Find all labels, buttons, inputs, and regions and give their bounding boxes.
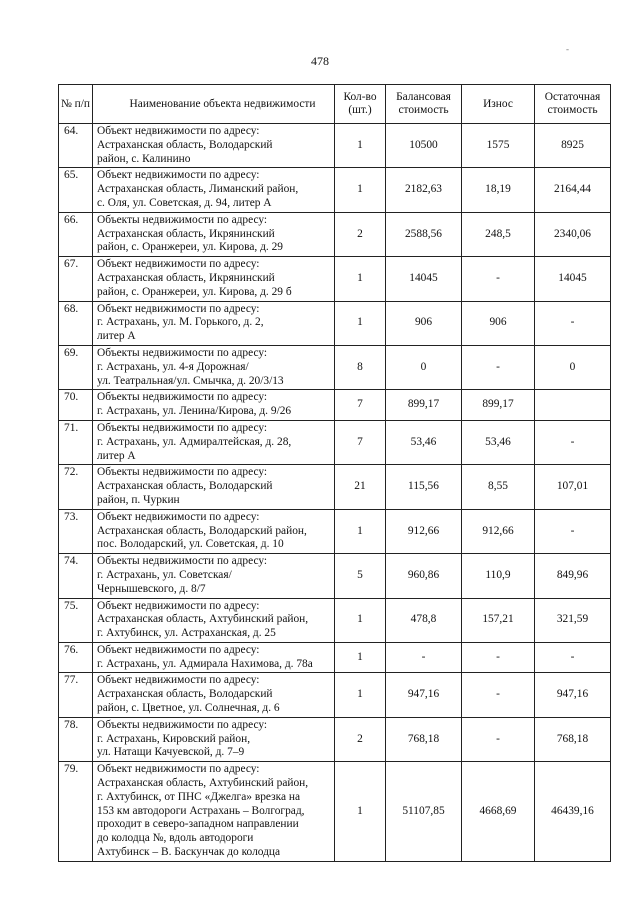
wear-value: 912,66 bbox=[462, 509, 535, 553]
balance-value: 899,17 bbox=[386, 390, 462, 421]
table-row bbox=[59, 345, 611, 389]
wear-value: 157,21 bbox=[462, 598, 535, 642]
quantity: 1 bbox=[335, 124, 386, 168]
property-table bbox=[58, 84, 611, 862]
balance-value: 0 bbox=[386, 345, 462, 389]
object-name: Объекты недвижимости по адресу: г. Астрахань, ул. Советская/ Чернышевского, д. 8/7 bbox=[93, 554, 335, 598]
balance-value: 51107,85 bbox=[386, 762, 462, 862]
wear-value: 1575 bbox=[462, 124, 535, 168]
quantity: 2 bbox=[335, 212, 386, 256]
residual-value: 947,16 bbox=[535, 673, 611, 717]
quantity: 8 bbox=[335, 345, 386, 389]
header-name: Наименование объекта недвижимости bbox=[93, 85, 335, 124]
quantity: 21 bbox=[335, 465, 386, 509]
table-row bbox=[59, 717, 611, 761]
row-number: 68. bbox=[59, 301, 93, 345]
quantity: 1 bbox=[335, 168, 386, 212]
row-number: 76. bbox=[59, 642, 93, 673]
table-row bbox=[59, 212, 611, 256]
wear-value: - bbox=[462, 642, 535, 673]
residual-value: 14045 bbox=[535, 257, 611, 301]
object-name: Объект недвижимости по адресу: г. Астрахань, ул. М. Горького, д. 2, литер А bbox=[93, 301, 335, 345]
table-row bbox=[59, 642, 611, 673]
balance-value: 768,18 bbox=[386, 717, 462, 761]
table-row bbox=[59, 554, 611, 598]
object-name: Объект недвижимости по адресу: г. Астрахань, ул. Адмирала Нахимова, д. 78а bbox=[93, 642, 335, 673]
table-row bbox=[59, 509, 611, 553]
residual-value: 2164,44 bbox=[535, 168, 611, 212]
corner-mark: - bbox=[566, 44, 569, 54]
row-number: 65. bbox=[59, 168, 93, 212]
quantity: 1 bbox=[335, 673, 386, 717]
balance-value: 912,66 bbox=[386, 509, 462, 553]
table-row bbox=[59, 762, 611, 862]
wear-value: 8,55 bbox=[462, 465, 535, 509]
object-name: Объекты недвижимости по адресу: Астраханская область, Володарский район, п. Чуркин bbox=[93, 465, 335, 509]
wear-value: - bbox=[462, 717, 535, 761]
row-number: 70. bbox=[59, 390, 93, 421]
table-row bbox=[59, 465, 611, 509]
wear-value: - bbox=[462, 673, 535, 717]
quantity: 1 bbox=[335, 257, 386, 301]
residual-value: 8925 bbox=[535, 124, 611, 168]
residual-value: - bbox=[535, 420, 611, 464]
page-number: 478 bbox=[311, 54, 329, 68]
balance-value: 53,46 bbox=[386, 420, 462, 464]
object-name: Объекты недвижимости по адресу: Астраханская область, Икрянинский район, с. Оранжереи, ул. Кирова, д. 29 bbox=[93, 212, 335, 256]
table-row bbox=[59, 301, 611, 345]
header-num: № п/п bbox=[59, 85, 93, 124]
row-number: 73. bbox=[59, 509, 93, 553]
quantity: 5 bbox=[335, 554, 386, 598]
quantity: 1 bbox=[335, 509, 386, 553]
wear-value: 4668,69 bbox=[462, 762, 535, 862]
quantity: 7 bbox=[335, 390, 386, 421]
residual-value bbox=[535, 390, 611, 421]
balance-value: 906 bbox=[386, 301, 462, 345]
wear-value: 906 bbox=[462, 301, 535, 345]
row-number: 74. bbox=[59, 554, 93, 598]
residual-value: 2340,06 bbox=[535, 212, 611, 256]
header-qty: Кол-во (шт.) bbox=[335, 85, 386, 124]
object-name: Объект недвижимости по адресу: Астраханская область, Володарский район, с. Калинино bbox=[93, 124, 335, 168]
object-name: Объект недвижимости по адресу: Астраханская область, Володарский район, пос. Володарский, ул. Советская, д. 10 bbox=[93, 509, 335, 553]
residual-value: 321,59 bbox=[535, 598, 611, 642]
object-name: Объекты недвижимости по адресу: г. Астрахань, ул. 4-я Дорожная/ ул. Театральная/ул. Смычка, д. 20/3/13 bbox=[93, 345, 335, 389]
balance-value: 115,56 bbox=[386, 465, 462, 509]
row-number: 77. bbox=[59, 673, 93, 717]
object-name: Объект недвижимости по адресу: Астраханская область, Ахтубинский район, г. Ахтубинск, ул. Астраханская, д. 25 bbox=[93, 598, 335, 642]
wear-value: 18,19 bbox=[462, 168, 535, 212]
balance-value: - bbox=[386, 642, 462, 673]
residual-value: 46439,16 bbox=[535, 762, 611, 862]
row-number: 79. bbox=[59, 762, 93, 862]
wear-value: - bbox=[462, 257, 535, 301]
row-number: 72. bbox=[59, 465, 93, 509]
table-row bbox=[59, 168, 611, 212]
header-balance: Балансовая стоимость bbox=[386, 85, 462, 124]
row-number: 78. bbox=[59, 717, 93, 761]
table-row bbox=[59, 257, 611, 301]
quantity: 2 bbox=[335, 717, 386, 761]
table-row bbox=[59, 598, 611, 642]
table-row bbox=[59, 673, 611, 717]
residual-value: 849,96 bbox=[535, 554, 611, 598]
residual-value: - bbox=[535, 642, 611, 673]
object-name: Объект недвижимости по адресу: Астраханская область, Ахтубинский район, г. Ахтубинск, от ПНС «Джелга» врезка на 153 км автодороги Астрахань – Волгоград, проходит в северо-западном направлении до колодца №, вдоль автодороги Ахтубинск – В. Баскунчак до колодца bbox=[93, 762, 335, 862]
row-number: 75. bbox=[59, 598, 93, 642]
quantity: 1 bbox=[335, 598, 386, 642]
table-row bbox=[59, 420, 611, 464]
object-name: Объект недвижимости по адресу: Астраханская область, Володарский район, с. Цветное, ул. Солнечная, д. 6 bbox=[93, 673, 335, 717]
quantity: 7 bbox=[335, 420, 386, 464]
residual-value: - bbox=[535, 509, 611, 553]
wear-value: - bbox=[462, 345, 535, 389]
header-residual: Остаточная стоимость bbox=[535, 85, 611, 124]
object-name: Объект недвижимости по адресу: Астраханская область, Лиманский район, с. Оля, ул. Советская, д. 94, литер А bbox=[93, 168, 335, 212]
row-number: 69. bbox=[59, 345, 93, 389]
balance-value: 960,86 bbox=[386, 554, 462, 598]
balance-value: 947,16 bbox=[386, 673, 462, 717]
table-row bbox=[59, 124, 611, 168]
wear-value: 110,9 bbox=[462, 554, 535, 598]
header-wear: Износ bbox=[462, 85, 535, 124]
object-name: Объекты недвижимости по адресу: г. Астрахань, ул. Ленина/Кирова, д. 9/26 bbox=[93, 390, 335, 421]
wear-value: 248,5 bbox=[462, 212, 535, 256]
quantity: 1 bbox=[335, 642, 386, 673]
residual-value: 0 bbox=[535, 345, 611, 389]
balance-value: 14045 bbox=[386, 257, 462, 301]
wear-value: 899,17 bbox=[462, 390, 535, 421]
table-row bbox=[59, 390, 611, 421]
object-name: Объекты недвижимости по адресу: г. Астрахань, ул. Адмиралтейская, д. 28, литер А bbox=[93, 420, 335, 464]
object-name: Объекты недвижимости по адресу: г. Астрахань, Кировский район, ул. Натащи Качуевской, д. 7–9 bbox=[93, 717, 335, 761]
residual-value: 107,01 bbox=[535, 465, 611, 509]
residual-value: 768,18 bbox=[535, 717, 611, 761]
quantity: 1 bbox=[335, 762, 386, 862]
table-header-row bbox=[59, 85, 611, 124]
balance-value: 10500 bbox=[386, 124, 462, 168]
object-name: Объект недвижимости по адресу: Астраханская область, Икрянинский район, с. Оранжереи, ул. Кирова, д. 29 б bbox=[93, 257, 335, 301]
balance-value: 478,8 bbox=[386, 598, 462, 642]
balance-value: 2588,56 bbox=[386, 212, 462, 256]
residual-value: - bbox=[535, 301, 611, 345]
row-number: 66. bbox=[59, 212, 93, 256]
balance-value: 2182,63 bbox=[386, 168, 462, 212]
row-number: 67. bbox=[59, 257, 93, 301]
row-number: 64. bbox=[59, 124, 93, 168]
quantity: 1 bbox=[335, 301, 386, 345]
row-number: 71. bbox=[59, 420, 93, 464]
wear-value: 53,46 bbox=[462, 420, 535, 464]
